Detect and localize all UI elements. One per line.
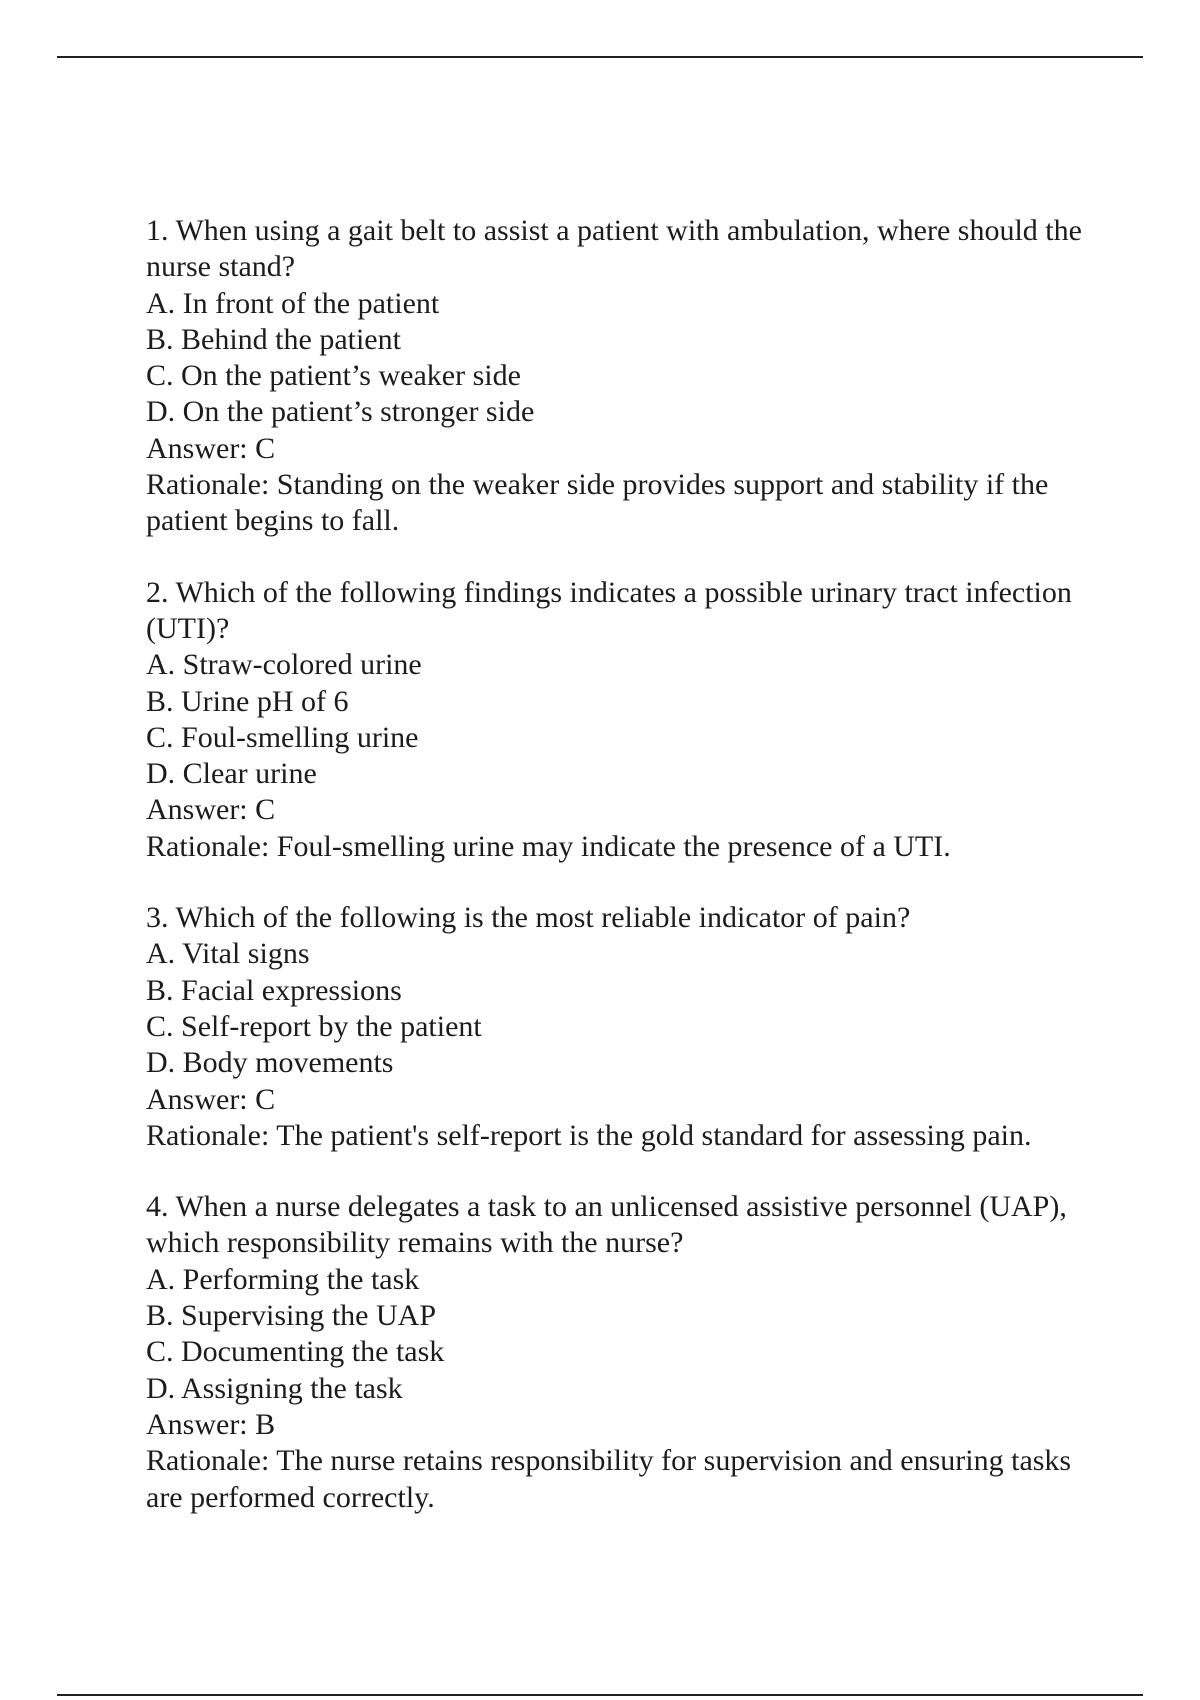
question-stem: 1. When using a gait belt to assist a patient with ambulation, where should the nurse stand? <box>146 214 1090 284</box>
option-a: A. Straw-colored urine <box>146 648 422 682</box>
question-stem: 3. Which of the following is the most reliable indicator of pain? <box>146 901 911 935</box>
option-c: C. Documenting the task <box>146 1335 445 1369</box>
option-b: B. Facial expressions <box>146 973 402 1007</box>
bottom-divider <box>57 1694 1143 1696</box>
top-divider <box>57 56 1143 58</box>
option-b: B. Urine pH of 6 <box>146 684 349 718</box>
option-c: C. On the patient’s weaker side <box>146 359 521 393</box>
answer: Answer: C <box>146 1082 276 1116</box>
option-a: A. In front of the patient <box>146 286 440 320</box>
option-c: C. Foul-smelling urine <box>146 720 419 754</box>
question-2 <box>146 575 1106 865</box>
option-d: D. On the patient’s stronger side <box>146 395 535 429</box>
rationale: Rationale: Standing on the weaker side provides support and stability if the patient begins to fall. <box>146 468 1056 538</box>
rationale: Rationale: The patient's self-report is the gold standard for assessing pain. <box>146 1118 1032 1152</box>
option-a: A. Performing the task <box>146 1262 420 1296</box>
option-b: B. Behind the patient <box>146 322 401 356</box>
rationale: Rationale: Foul-smelling urine may indicate the presence of a UTI. <box>146 829 951 863</box>
option-d: D. Assigning the task <box>146 1371 403 1405</box>
answer: Answer: B <box>146 1407 276 1441</box>
option-b: B. Supervising the UAP <box>146 1299 437 1333</box>
rationale: Rationale: The nurse retains responsibility for supervision and ensuring tasks are performed correctly. <box>146 1444 1079 1514</box>
question-1 <box>146 213 1106 540</box>
question-list <box>146 213 1106 1551</box>
question-stem: 2. Which of the following findings indicates a possible urinary tract infection (UTI)? <box>146 575 1080 645</box>
answer: Answer: C <box>146 431 276 465</box>
answer: Answer: C <box>146 793 276 827</box>
option-d: D. Clear urine <box>146 757 317 791</box>
question-4 <box>146 1189 1106 1516</box>
option-d: D. Body movements <box>146 1046 394 1080</box>
option-c: C. Self-report by the patient <box>146 1009 482 1043</box>
question-stem: 4. When a nurse delegates a task to an unlicensed assistive personnel (UAP), which responsibility remains with the nurse? <box>146 1190 1075 1260</box>
option-a: A. Vital signs <box>146 937 310 971</box>
question-3 <box>146 900 1106 1154</box>
